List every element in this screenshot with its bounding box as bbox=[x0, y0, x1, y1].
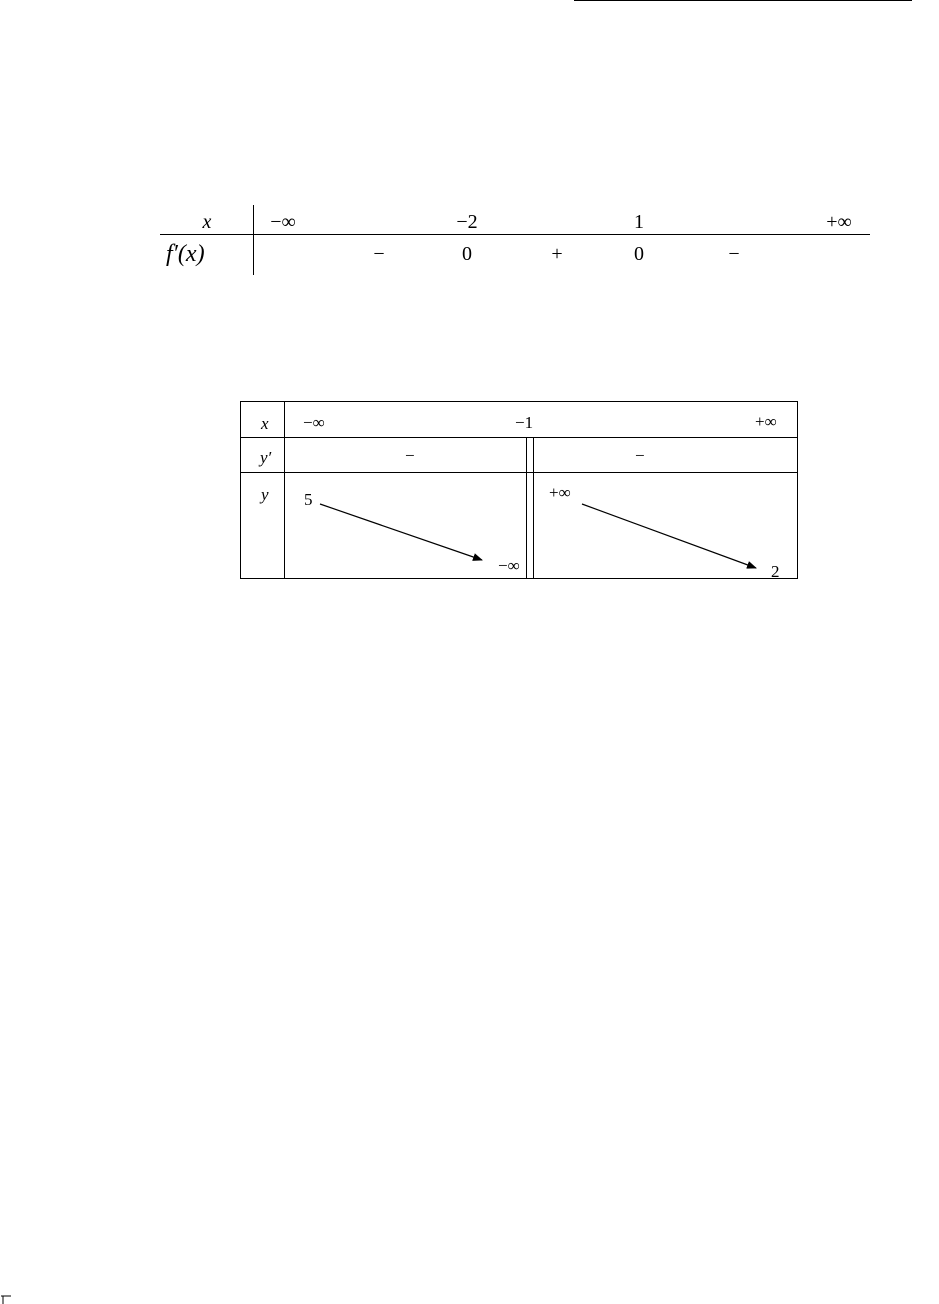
y-right-end-value: 2 bbox=[771, 562, 780, 581]
sign-interval-1: − bbox=[373, 243, 385, 265]
sign-interval-2: + bbox=[551, 243, 563, 265]
x-value-neg-1: −1 bbox=[515, 413, 534, 432]
sign-zero-at-1: 0 bbox=[634, 243, 644, 265]
corner-mark bbox=[0, 1294, 12, 1304]
yprime-sign-right: − bbox=[635, 446, 645, 465]
decreasing-arrow-left bbox=[320, 504, 482, 560]
table1-vertical-rule bbox=[253, 205, 254, 275]
x-value-neg-inf: −∞ bbox=[303, 413, 325, 432]
x-value-neg-2: −2 bbox=[456, 211, 478, 233]
derivative-sign-table bbox=[0, 0, 939, 300]
y-left-start-value: 5 bbox=[304, 490, 313, 509]
x-value-neg-inf: −∞ bbox=[270, 211, 296, 233]
sign-interval-3: − bbox=[728, 243, 740, 265]
sign-zero-at-neg-2: 0 bbox=[462, 243, 472, 265]
x-value-pos-inf: +∞ bbox=[826, 211, 852, 233]
decreasing-arrow-right bbox=[582, 504, 756, 568]
variation-table bbox=[240, 401, 798, 579]
fprime-row-label: f′(x) bbox=[166, 241, 205, 267]
x-value-pos-inf: +∞ bbox=[755, 412, 777, 431]
x-value-1: 1 bbox=[634, 211, 644, 233]
table1-horizontal-rule bbox=[160, 234, 870, 235]
x-row-label: x bbox=[202, 211, 212, 233]
y-row-label: y bbox=[261, 485, 269, 504]
y-right-start-value: +∞ bbox=[549, 483, 571, 502]
y-left-end-value: −∞ bbox=[498, 556, 520, 575]
yprime-sign-left: − bbox=[405, 446, 415, 465]
variation-arrows bbox=[241, 402, 797, 578]
yprime-row-label: y′ bbox=[260, 448, 272, 467]
x-row-label: x bbox=[261, 414, 269, 433]
